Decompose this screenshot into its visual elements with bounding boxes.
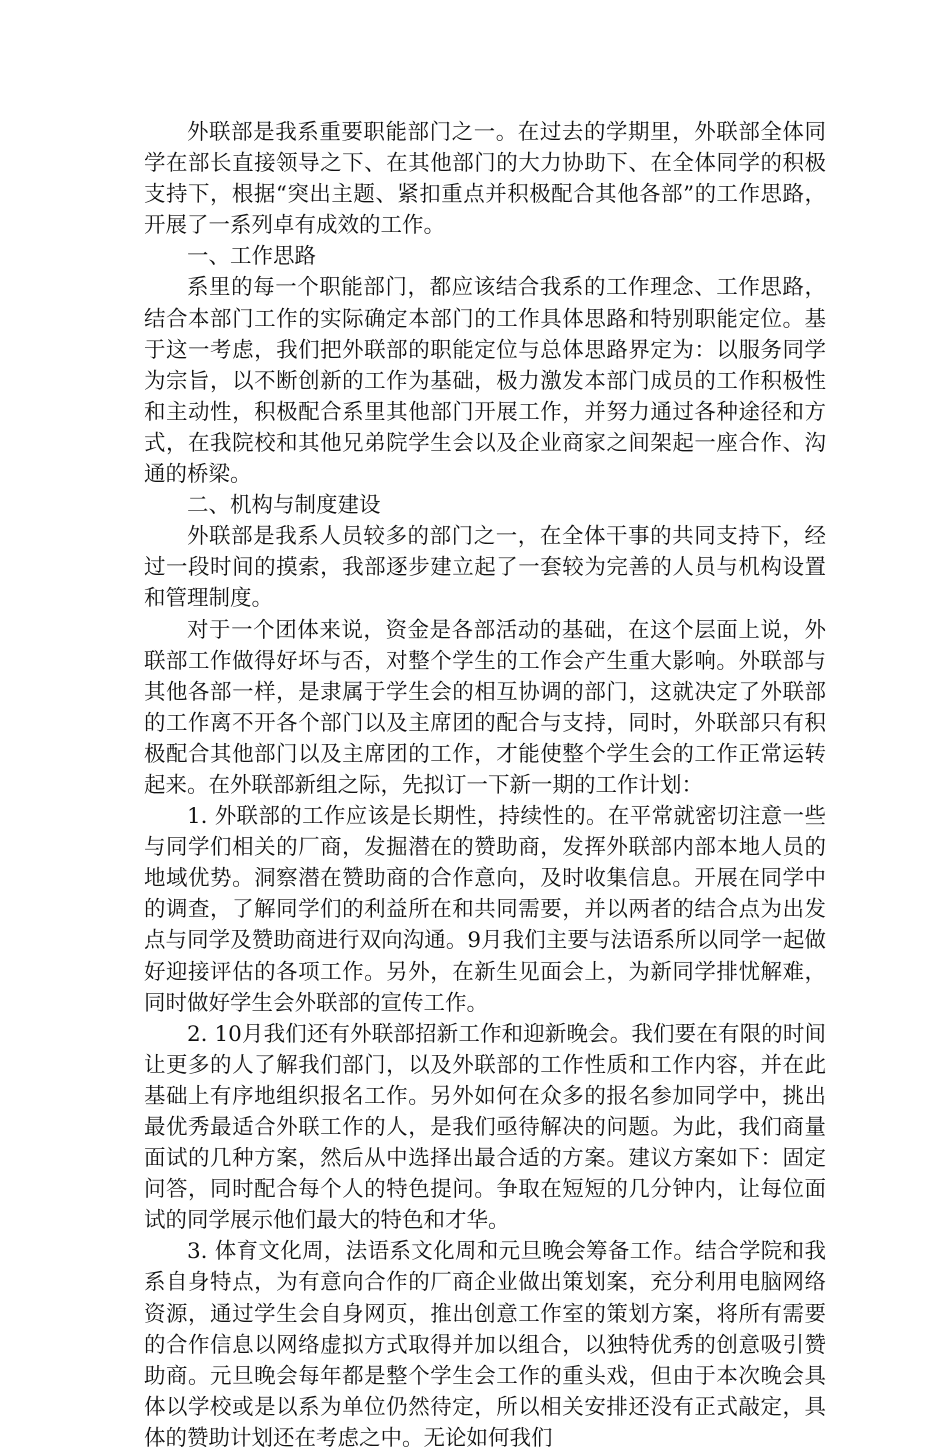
paragraph-plan-item-1: 1. 外联部的工作应该是长期性，持续性的。在平常就密切注意一些与同学们相关的厂商，发掘潜在的赞助商，发挥外联部内部本地人员的地域优势。洞察潜在赞助商的合作意向，及时收集信息。开展在同学中的调查，了解同学们的利益所在和共同需要，并以两者的结合点为出发点与同学及赞助商进行双向沟通。9月我们主要与法语系所以同学一起做好迎接评估的各项工作。另外，在新生见面会上，为新同学排忧解难，同时做好学生会外联部的宣传工作。 — [144, 804, 826, 1016]
paragraph-intro: 外联部是我系重要职能部门之一。在过去的学期里，外联部全体同学在部长直接领导之下、在其他部门的大力协助下、在全体同学的积极支持下，根据“突出主题、紧扣重点并积极配合其他各部”的工作思路，开展了一系列卓有成效的工作。 — [144, 120, 826, 239]
heading-organization: 二、机构与制度建设 — [187, 493, 381, 519]
paragraph-plan-item-2: 2. 10月我们还有外联部招新工作和迎新晚会。我们要在有限的时间让更多的人了解我们部门，以及外联部的工作性质和工作内容，并在此基础上有序地组织报名工作。另外如何在众多的报名参加同学中，挑出最优秀最适合外联工作的人，是我们亟待解决的问题。为此，我们商量面试的几种方案，然后从中选择出最合适的方案。建议方案如下：固定问答，同时配合每个人的特色提问。争取在短短的几分钟内，让每位面试的同学展示他们最大的特色和才华。 — [144, 1021, 826, 1234]
document-page — [144, 117, 826, 1454]
paragraph-work-approach: 系里的每一个职能部门，都应该结合我系的工作理念、工作思路，结合本部门工作的实际确定本部门的工作具体思路和特别职能定位。基于这一考虑，我们把外联部的职能定位与总体思路界定为：以服务同学为宗旨，以不断创新的工作为基础，极力激发本部门成员的工作积极性和主动性，积极配合系里其他部门开展工作，并努力通过各种途径和方式，在我院校和其他兄弟院学生会以及企业商家之间架起一座合作、沟通的桥梁。 — [144, 275, 826, 488]
paragraph-organization: 外联部是我系人员较多的部门之一，在全体干事的共同支持下，经过一段时间的摸索，我部逐步建立起了一套较为完善的人员与机构设置和管理制度。 — [144, 524, 826, 612]
paragraph-funding: 对于一个团体来说，资金是各部活动的基础，在这个层面上说，外联部工作做得好坏与否，对整个学生的工作会产生重大影响。外联部与其他各部一样，是隶属于学生会的相互协调的部门，这就决定了外联部的工作离不开各个部门以及主席团的配合与支持，同时，外联部只有积极配合其他部门以及主席团的工作，才能使整个学生会的工作正常运转起来。在外联部新组之际，先拟订一下新一期的工作计划： — [144, 617, 826, 798]
paragraph-plan-item-3: 3. 体育文化周，法语系文化周和元旦晚会筹备工作。结合学院和我系自身特点，为有意向合作的厂商企业做出策划案，充分利用电脑网络资源，通过学生会自身网页，推出创意工作室的策划方案，将所有需要的合作信息以网络虚拟方式取得并加以组合，以独特优秀的创意吸引赞助商。元旦晚会每年都是整个学生会工作的重头戏，但由于本次晚会具体以学校或是以系为单位仍然待定，所以相关安排还没有正式敲定，具体的赞助计划还在考虑之中。无论如何我们 — [144, 1239, 826, 1451]
heading-work-approach: 一、工作思路 — [187, 244, 317, 270]
